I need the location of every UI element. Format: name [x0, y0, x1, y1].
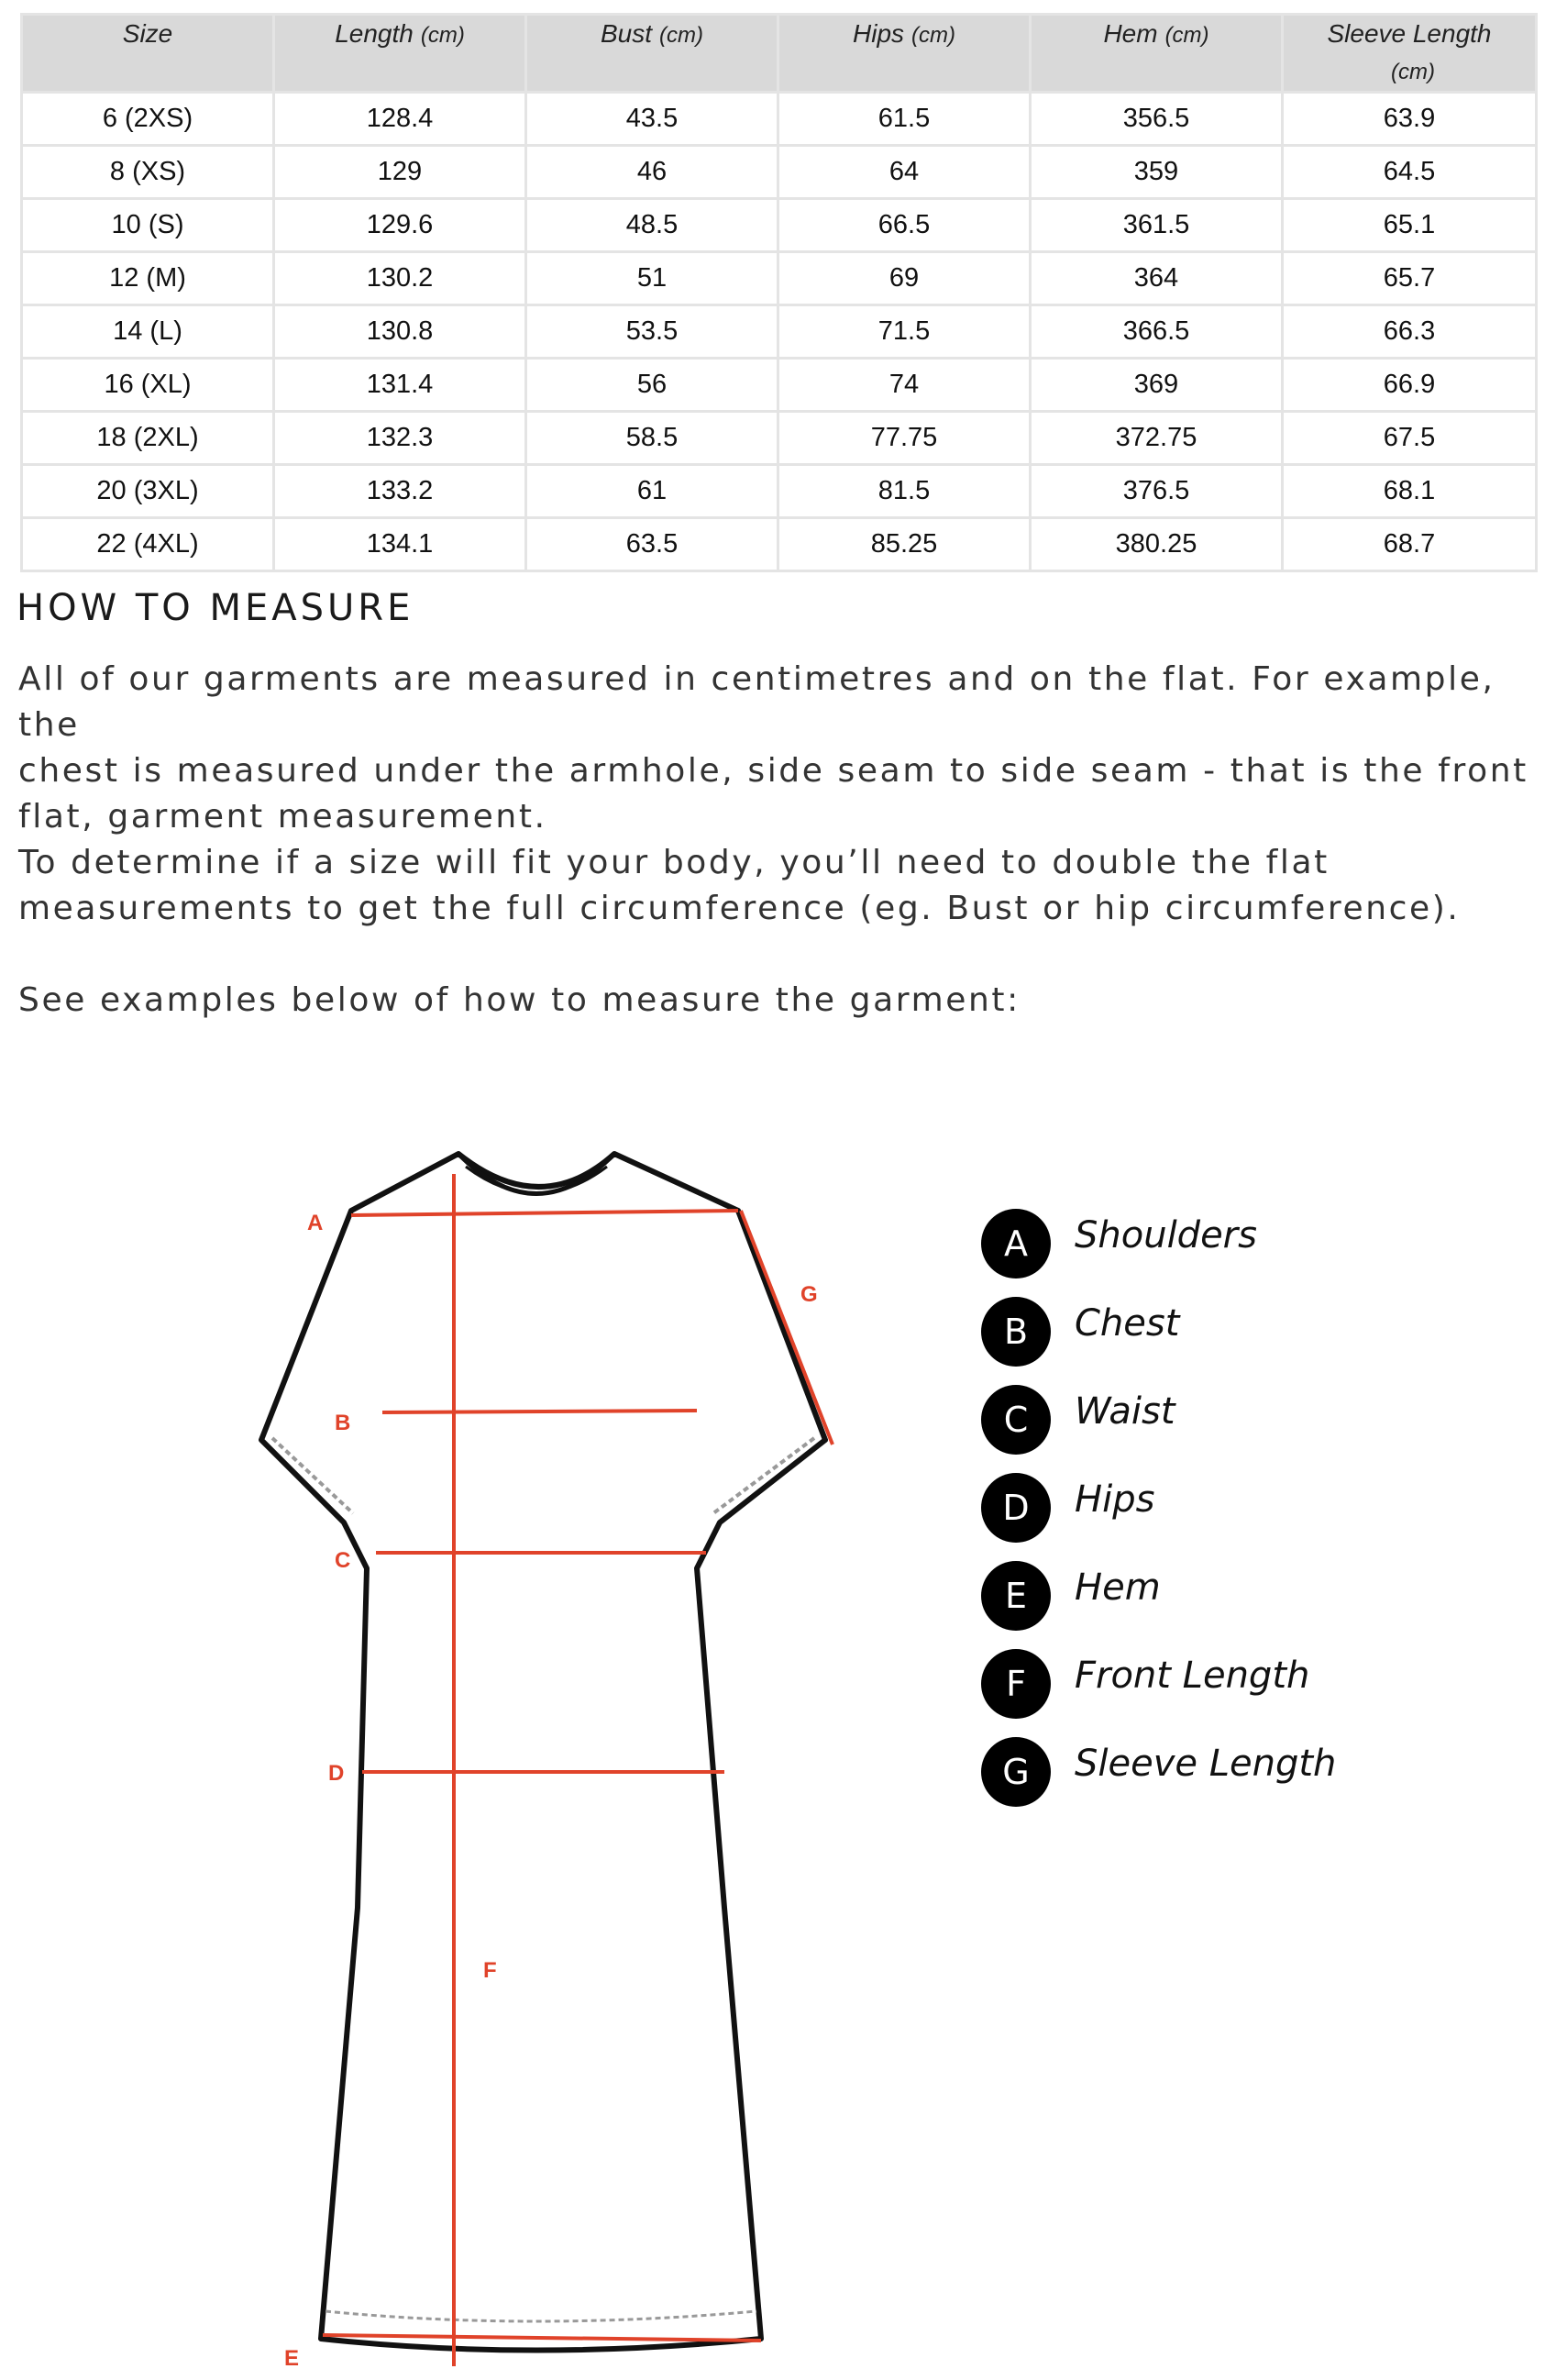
table-row [22, 252, 1537, 305]
table-row [22, 465, 1537, 518]
table-cell: 366.5 [1031, 305, 1283, 359]
table-row [22, 146, 1537, 199]
table-cell: 359 [1031, 146, 1283, 199]
table-cell: 69 [778, 252, 1031, 305]
table-cell: 372.75 [1031, 412, 1283, 465]
table-cell: 129.6 [274, 199, 526, 252]
diagram-label-c: C [335, 1548, 351, 1573]
table-cell: 129 [274, 146, 526, 199]
table-cell: 64 [778, 146, 1031, 199]
diagram-label-g: G [800, 1282, 818, 1307]
table-cell: 18 (2XL) [22, 412, 274, 465]
legend-measurement-name: Sleeve Length [1075, 1743, 1337, 1785]
table-cell: 51 [526, 252, 778, 305]
table-cell: 356.5 [1031, 93, 1283, 146]
table-row [22, 412, 1537, 465]
table-cell: 14 (L) [22, 305, 274, 359]
table-cell: 130.2 [274, 252, 526, 305]
legend-measurement-name: Shoulders [1075, 1214, 1257, 1256]
table-cell: 20 (3XL) [22, 465, 274, 518]
table-row [22, 93, 1537, 146]
table-cell: 364 [1031, 252, 1283, 305]
table-cell: 56 [526, 359, 778, 412]
table-cell: 361.5 [1031, 199, 1283, 252]
table-cell: 85.25 [778, 518, 1031, 571]
table-cell: 65.7 [1283, 252, 1537, 305]
column-header-hips: Hips (cm) [778, 15, 1031, 93]
column-header-hem: Hem (cm) [1031, 15, 1283, 93]
table-cell: 132.3 [274, 412, 526, 465]
table-cell: 6 (2XS) [22, 93, 274, 146]
diagram-label-b: B [335, 1411, 351, 1435]
table-cell: 68.7 [1283, 518, 1537, 571]
table-cell: 10 (S) [22, 199, 274, 252]
diagram-label-d: D [328, 1761, 345, 1786]
legend-item [981, 1209, 1440, 1279]
table-cell: 380.25 [1031, 518, 1283, 571]
table-row [22, 359, 1537, 412]
table-cell: 61.5 [778, 93, 1031, 146]
measure-line-chest [382, 1411, 697, 1412]
legend-measurement-name: Hips [1075, 1478, 1155, 1521]
column-header-length: Length (cm) [274, 15, 526, 93]
legend-item [981, 1297, 1440, 1367]
legend-letter-badge: F [981, 1649, 1051, 1719]
diagram-label-e: E [284, 2346, 300, 2371]
table-cell: 66.5 [778, 199, 1031, 252]
dress-illustration [0, 1082, 917, 2380]
table-cell: 77.75 [778, 412, 1031, 465]
column-header-size: Size [22, 15, 274, 93]
table-cell: 81.5 [778, 465, 1031, 518]
table-header-row [22, 15, 1537, 93]
table-cell: 369 [1031, 359, 1283, 412]
table-cell: 48.5 [526, 199, 778, 252]
legend-measurement-name: Front Length [1075, 1655, 1310, 1697]
table-cell: 134.1 [274, 518, 526, 571]
table-cell: 58.5 [526, 412, 778, 465]
column-header-bust: Bust (cm) [526, 15, 778, 93]
table-cell: 63.9 [1283, 93, 1537, 146]
table-cell: 64.5 [1283, 146, 1537, 199]
table-cell: 74 [778, 359, 1031, 412]
legend-measurement-name: Chest [1075, 1302, 1180, 1345]
table-cell: 43.5 [526, 93, 778, 146]
table-cell: 61 [526, 465, 778, 518]
legend-measurement-name: Waist [1075, 1390, 1175, 1433]
legend-measurement-name: Hem [1075, 1566, 1161, 1609]
legend-item [981, 1473, 1440, 1543]
legend-item [981, 1737, 1440, 1807]
measure-paragraph-double: To determine if a size will fit your body, you’ll need to double the flat measurements to get the full circumference (eg. Bust or hip circumference). [18, 844, 1461, 927]
table-cell: 8 (XS) [22, 146, 274, 199]
diagram-label-f: F [483, 1958, 497, 1983]
legend-letter-badge: A [981, 1209, 1051, 1279]
table-cell: 68.1 [1283, 465, 1537, 518]
legend-letter-badge: G [981, 1737, 1051, 1807]
legend-item [981, 1385, 1440, 1455]
table-cell: 133.2 [274, 465, 526, 518]
table-cell: 16 (XL) [22, 359, 274, 412]
how-to-measure-heading: HOW TO MEASURE [17, 587, 414, 629]
table-cell: 63.5 [526, 518, 778, 571]
legend-letter-badge: B [981, 1297, 1051, 1367]
table-cell: 66.9 [1283, 359, 1537, 412]
table-cell: 65.1 [1283, 199, 1537, 252]
legend-letter-badge: D [981, 1473, 1051, 1543]
table-row [22, 518, 1537, 571]
table-row [22, 199, 1537, 252]
measure-paragraph-examples: See examples below of how to measure the garment: [18, 981, 1021, 1019]
diagram-label-a: A [307, 1211, 324, 1235]
table-cell: 71.5 [778, 305, 1031, 359]
table-cell: 53.5 [526, 305, 778, 359]
table-cell: 67.5 [1283, 412, 1537, 465]
measure-paragraph-flat: All of our garments are measured in centimetres and on the flat. For example, the chest is measured under the armhole, side seam to side seam - that is the front flat, garment measurement. [18, 660, 1528, 836]
table-cell: 46 [526, 146, 778, 199]
table-cell: 130.8 [274, 305, 526, 359]
table-cell: 376.5 [1031, 465, 1283, 518]
table-cell: 22 (4XL) [22, 518, 274, 571]
dress-outline [261, 1154, 825, 2351]
column-header-sleeve-length: Sleeve Length (cm) [1283, 15, 1537, 93]
table-cell: 66.3 [1283, 305, 1537, 359]
table-cell: 12 (M) [22, 252, 274, 305]
legend-item [981, 1649, 1440, 1719]
table-row [22, 305, 1537, 359]
legend-letter-badge: E [981, 1561, 1051, 1631]
size-chart-table [20, 13, 1538, 572]
legend-item [981, 1561, 1440, 1631]
garment-measurement-diagram [0, 1082, 917, 2380]
legend-letter-badge: C [981, 1385, 1051, 1455]
table-body [22, 93, 1537, 571]
table-cell: 128.4 [274, 93, 526, 146]
table-cell: 131.4 [274, 359, 526, 412]
